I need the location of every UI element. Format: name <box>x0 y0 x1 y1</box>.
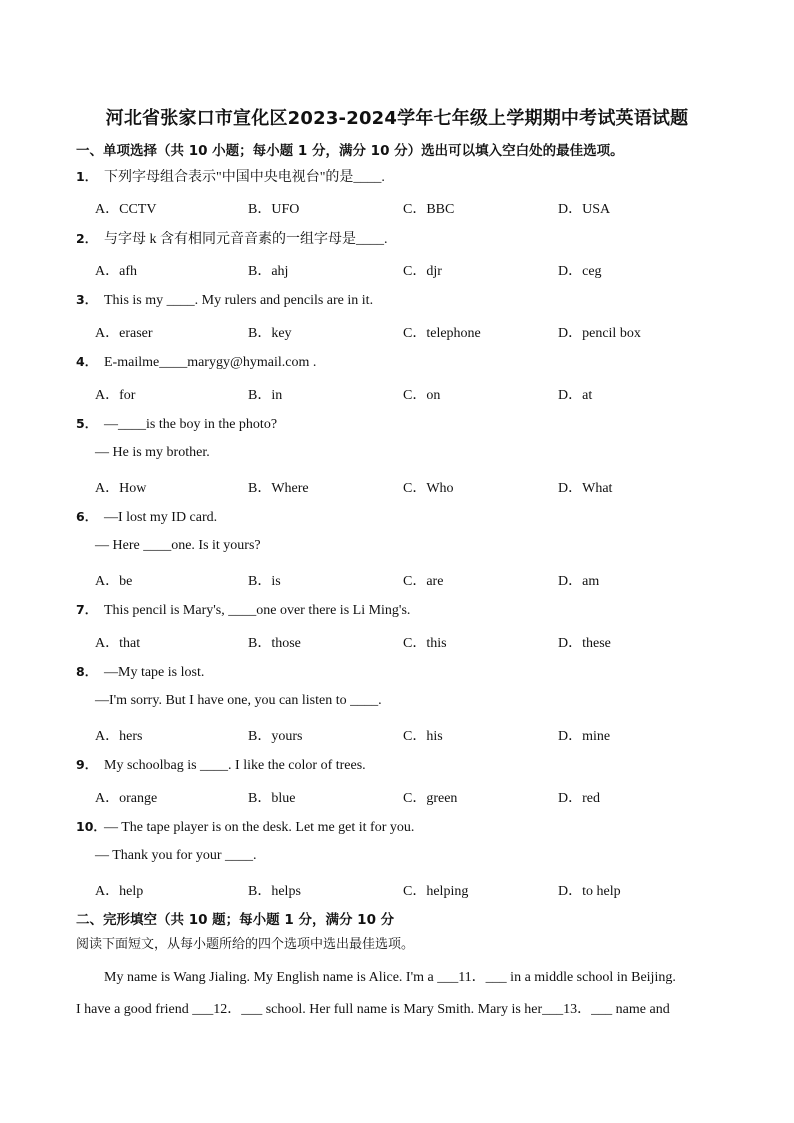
question-7-option-a[interactable]: A．that <box>95 636 141 651</box>
question-3-option-c[interactable]: C．telephone <box>403 326 481 341</box>
question-7-option-b[interactable]: B．those <box>248 636 301 651</box>
question-10-option-c[interactable]: C．helping <box>403 884 469 899</box>
question-text: My schoolbag is ____. I like the color of trees. <box>104 758 366 773</box>
question-3-option-a[interactable]: A．eraser <box>95 326 153 341</box>
question-text: —My tape is lost. <box>104 665 205 680</box>
question-text: This is my ____. My rulers and pencils are in it. <box>104 293 374 308</box>
question-10-option-d[interactable]: D．to help <box>558 884 621 899</box>
question-text: 下列字母组合表示"中国中央电视台"的是____. <box>104 170 385 185</box>
question-number: 10． <box>76 819 106 834</box>
question-number: 8． <box>76 664 98 679</box>
question-4-line-1 <box>76 352 316 371</box>
question-5-line-1 <box>76 414 277 433</box>
question-8-option-b[interactable]: B．yours <box>248 729 303 744</box>
question-6-option-c[interactable]: C．are <box>403 574 444 589</box>
passage-line-1: My name is Wang Jialing. My English name is Alice. I'm a ___11．___ in a middle school in Beijing. <box>104 970 676 985</box>
question-9-option-a[interactable]: A．orange <box>95 791 158 806</box>
question-2-option-b[interactable]: B．ahj <box>248 264 289 279</box>
passage-line-2: I have a good friend ___12．___ school. Her full name is Mary Smith. Mary is her___13．___ name and <box>76 1002 670 1017</box>
question-2-option-d[interactable]: D．ceg <box>558 264 602 279</box>
question-number: 6． <box>76 509 98 524</box>
question-9-option-c[interactable]: C．green <box>403 791 458 806</box>
question-10-option-b[interactable]: B．helps <box>248 884 301 899</box>
question-6-option-d[interactable]: D．am <box>558 574 600 589</box>
question-6-line-2 <box>95 538 261 554</box>
question-5-option-c[interactable]: C．Who <box>403 481 454 496</box>
question-7-line-1 <box>76 600 410 619</box>
question-text: 与字母 k 含有相同元音音素的一组字母是____. <box>104 232 388 247</box>
question-text: This pencil is Mary's, ____one over there is Li Ming's. <box>104 603 411 618</box>
question-text: E-mailme____marygy@hymail.com . <box>104 355 317 370</box>
question-1-line-1 <box>76 166 385 186</box>
question-5-option-d[interactable]: D．What <box>558 481 613 496</box>
question-3-line-1 <box>76 290 373 309</box>
question-10-line-1 <box>76 817 414 836</box>
question-10-option-a[interactable]: A．help <box>95 884 144 899</box>
question-number: 7． <box>76 602 98 617</box>
question-5-option-a[interactable]: A．How <box>95 481 147 496</box>
question-5-option-b[interactable]: B．Where <box>248 481 309 496</box>
question-9-option-b[interactable]: B．blue <box>248 791 296 806</box>
question-10-line-2 <box>95 848 257 864</box>
question-7-option-d[interactable]: D．these <box>558 636 611 651</box>
question-2-line-1 <box>76 228 388 248</box>
section1-heading: 一、单项选择（共 10 小题；每小题 1 分，满分 10 分）选出可以填入空白处的最佳选项。 <box>76 143 624 159</box>
question-number: 2． <box>76 231 98 246</box>
question-number: 3． <box>76 292 98 307</box>
question-9-option-d[interactable]: D．red <box>558 791 600 806</box>
question-6-option-b[interactable]: B．is <box>248 574 281 589</box>
question-text: —I'm sorry. But I have one, you can listen to ____. <box>95 693 382 708</box>
question-9-line-1 <box>76 755 366 774</box>
question-8-line-2 <box>95 693 382 709</box>
question-text: — The tape player is on the desk. Let me get it for you. <box>104 820 415 835</box>
question-5-line-2 <box>95 445 210 461</box>
section2-heading: 二、完形填空（共 10 题；每小题 1 分，满分 10 分 <box>76 912 395 928</box>
question-1-option-b[interactable]: B．UFO <box>248 202 300 217</box>
question-number: 9． <box>76 757 98 772</box>
question-8-option-d[interactable]: D．mine <box>558 729 611 744</box>
question-8-option-c[interactable]: C．his <box>403 729 443 744</box>
question-8-line-1 <box>76 662 204 681</box>
question-1-option-a[interactable]: A．CCTV <box>95 202 157 217</box>
question-number: 5． <box>76 416 98 431</box>
question-number: 1． <box>76 169 98 184</box>
question-2-option-c[interactable]: C．djr <box>403 264 442 279</box>
question-8-option-a[interactable]: A．hers <box>95 729 143 744</box>
question-1-option-d[interactable]: D．USA <box>558 202 611 217</box>
question-6-line-1 <box>76 507 217 526</box>
question-4-option-d[interactable]: D．at <box>558 388 593 403</box>
question-4-option-c[interactable]: C．on <box>403 388 441 403</box>
question-4-option-a[interactable]: A．for <box>95 388 136 403</box>
question-1-option-c[interactable]: C．BBC <box>403 202 455 217</box>
question-text: —I lost my ID card. <box>104 510 218 525</box>
question-text: — Thank you for your ____. <box>95 848 257 863</box>
question-6-option-a[interactable]: A．be <box>95 574 133 589</box>
question-number: 4． <box>76 354 98 369</box>
question-text: — Here ____one. Is it yours? <box>95 538 261 553</box>
question-text: —____is the boy in the photo? <box>104 417 278 432</box>
question-3-option-b[interactable]: B．key <box>248 326 292 341</box>
question-7-option-c[interactable]: C．this <box>403 636 447 651</box>
question-4-option-b[interactable]: B．in <box>248 388 283 403</box>
section2-instruction: 阅读下面短文，从每小题所给的四个选项中选出最佳选项。 <box>76 937 415 952</box>
question-3-option-d[interactable]: D．pencil box <box>558 326 641 341</box>
page-title: 河北省张家口市宣化区2023-2024学年七年级上学期期中考试英语试题 <box>105 108 689 129</box>
question-2-option-a[interactable]: A．afh <box>95 264 137 279</box>
question-text: — He is my brother. <box>95 445 210 460</box>
